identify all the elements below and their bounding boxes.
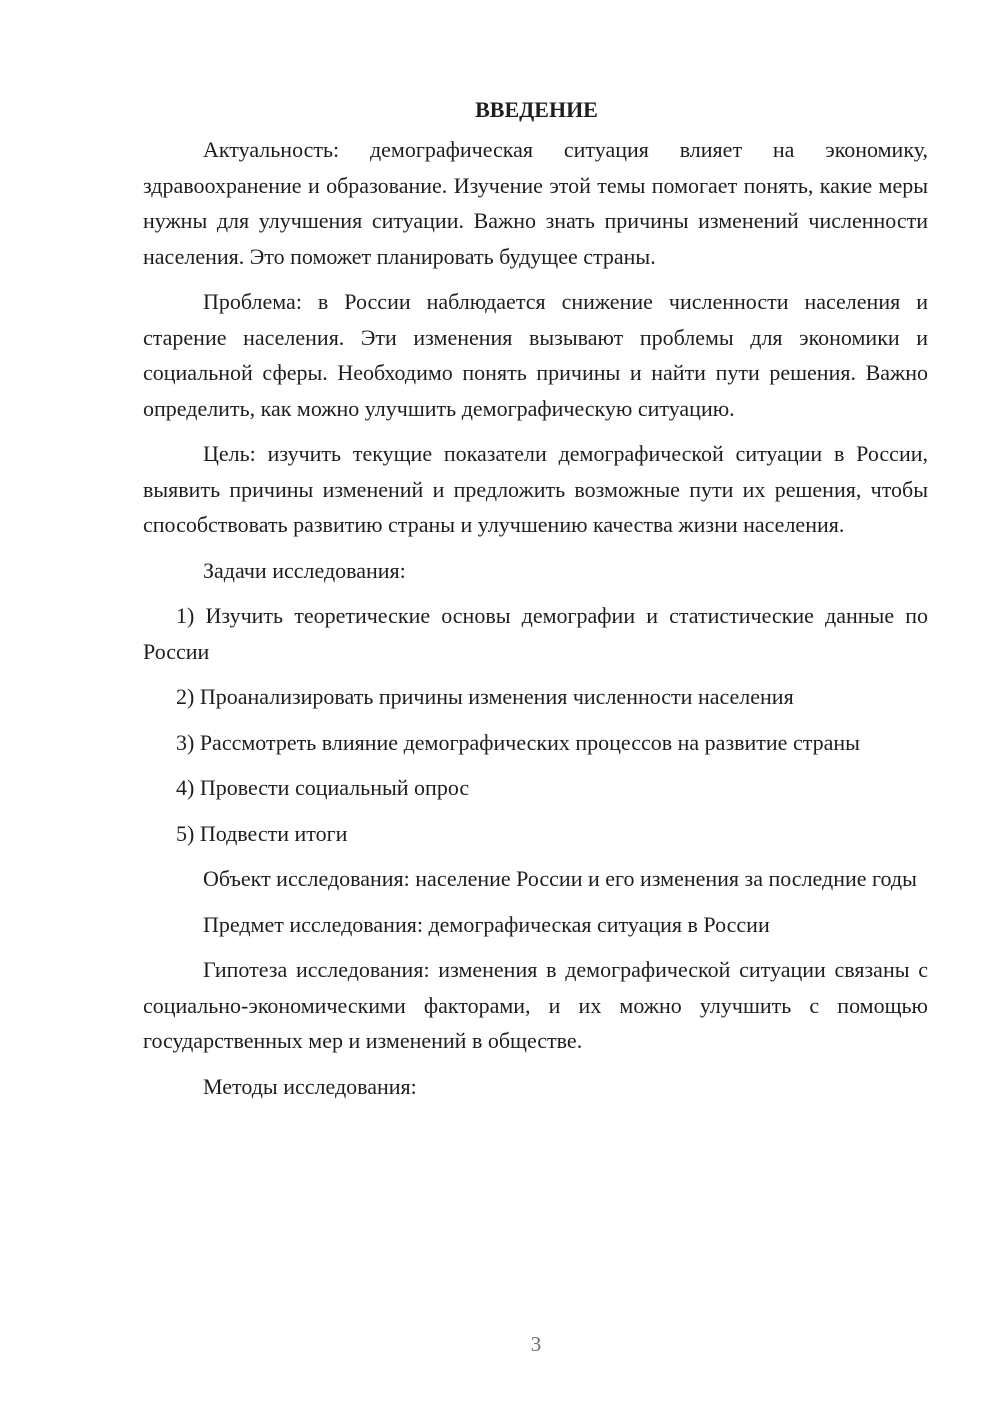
section-title: ВВЕДЕНИЕ: [475, 97, 598, 122]
paragraph-object: Объект исследования: население России и его изменения за последние годы: [203, 866, 917, 891]
paragraph-goal: Цель: изучить текущие показатели демографической ситуации в России, выявить причины изменений и предложить возможные пути их решения, чтобы способствовать развитию страны и улучшению качества жизни населения.: [143, 441, 928, 537]
task-item-1: 1) Изучить теоретические основы демографии и статистические данные по России: [143, 603, 928, 664]
task-item-5: 5) Подвести итоги: [176, 820, 348, 846]
paragraph-relevance: Актуальность: демографическая ситуация влияет на экономику, здравоохранение и образование. Изучение этой темы помогает понять, какие меры нужны для улучшения ситуации. Важно знать причины изменений численности населения. Это поможет планировать будущее страны.: [143, 137, 928, 269]
paragraph-tasks-heading: Задачи исследования:: [203, 557, 406, 583]
paragraph-subject: Предмет исследования: демографическая ситуация в России: [203, 911, 770, 937]
document-page: [143, 92, 928, 1104]
paragraph-problem: Проблема: в России наблюдается снижение численности населения и старение населения. Эти изменения вызывают проблемы для экономики и социальной сферы. Необходимо понять причины и найти пути решения. Важно определить, как можно улучшить демографическую ситуацию.: [143, 289, 928, 421]
paragraph-hypothesis: Гипотеза исследования: изменения в демографической ситуации связаны с социально-экономическими факторами, и их можно улучшить с помощью государственных мер и изменений в обществе.: [143, 957, 928, 1053]
task-item-4: 4) Провести социальный опрос: [176, 775, 470, 800]
page-number: 3: [530, 1332, 542, 1356]
task-item-3: 3) Рассмотреть влияние демографических процессов на развитие страны: [176, 729, 860, 755]
task-item-2: 2) Проанализировать причины изменения численности населения: [176, 684, 794, 709]
paragraph-methods: Методы исследования:: [203, 1073, 417, 1099]
